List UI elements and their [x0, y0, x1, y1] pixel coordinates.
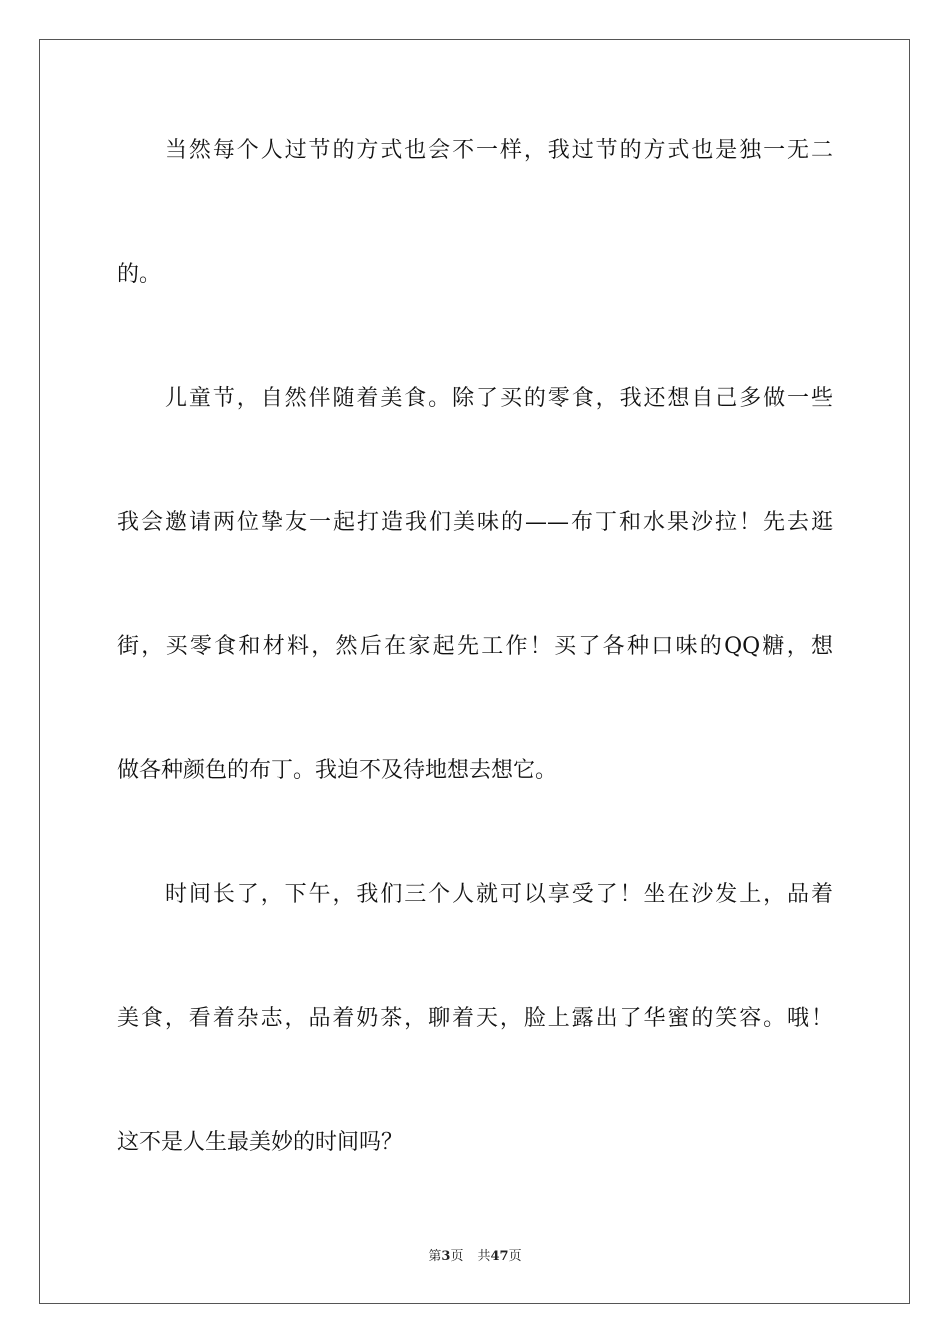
- total-label-suffix: 页: [508, 1249, 522, 1264]
- paragraph-3-line-2: 美食，看着杂志，品着奶茶，聊着天，脸上露出了华蜜的笑容。哦！: [117, 1006, 833, 1031]
- paragraph-2-line-2: 我会邀请两位挚友一起打造我们美味的——布丁和水果沙拉！先去逛: [117, 510, 833, 535]
- page-number: 3: [441, 1249, 451, 1264]
- page-label-suffix: 页: [450, 1249, 464, 1264]
- paragraph-2-line-3: 街，买零食和材料，然后在家起先工作！买了各种口味的QQ糖，想: [117, 634, 833, 659]
- paragraph-3-line-3: 这不是人生最美妙的时间吗？: [117, 1130, 404, 1155]
- paragraph-1-line-2: 的。: [117, 262, 162, 287]
- paragraph-3-line-1: 时间长了，下午，我们三个人就可以享受了！坐在沙发上，品着: [165, 882, 833, 907]
- page-border: [39, 39, 910, 1304]
- total-pages: 47: [490, 1249, 509, 1264]
- paragraph-2-line-4: 做各种颜色的布丁。我迫不及待地想去想它。: [117, 758, 558, 783]
- total-label-prefix: 共: [477, 1249, 491, 1264]
- paragraph-1-line-1: 当然每个人过节的方式也会不一样，我过节的方式也是独一无二: [165, 138, 833, 163]
- paragraph-2-line-1: 儿童节，自然伴随着美食。除了买的零食，我还想自己多做一些: [165, 386, 833, 411]
- page-label-prefix: 第: [428, 1249, 442, 1264]
- page-footer: [0, 1248, 950, 1266]
